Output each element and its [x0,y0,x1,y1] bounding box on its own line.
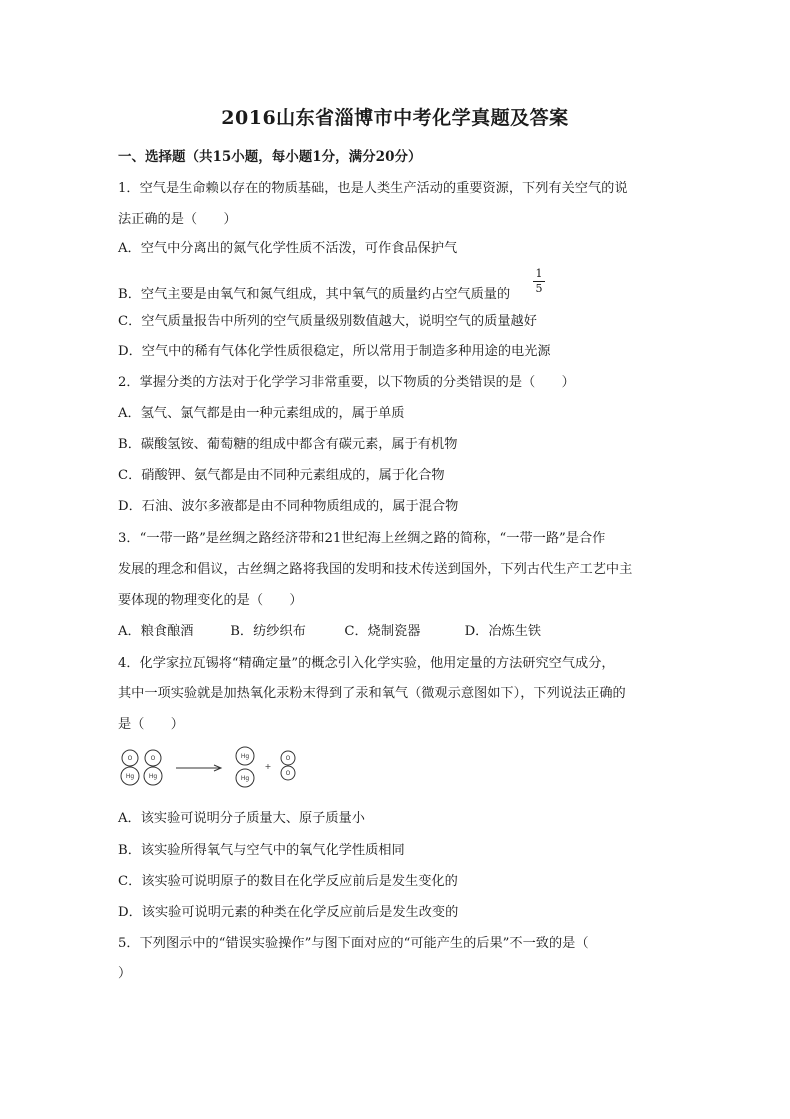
q2-option-c: C．硝酸钾、氨气都是由不同种元素组成的，属于化合物 [118,468,445,483]
q3-stem-line2: 发展的理念和倡议，古丝绸之路将我国的发明和技术传送到国外，下列古代生产工艺中主 [118,562,633,577]
q2-option-b: B．碳酸氢铵、葡萄糖的组成中都含有碳元素，属于有机物 [118,437,458,452]
q3-option-d: D．冶炼生铁 [464,624,542,639]
q3-option-a: A．粮食酿酒 [118,624,194,639]
q3-stem-line3: 要体现的物理变化的是（ ） [118,593,303,608]
q1-fraction [533,268,545,295]
q3-options [118,623,541,641]
atom-label: O [285,770,291,777]
plus-sign: + [264,762,272,771]
q1-option-b: B．空气主要是由氧气和氮气组成，其中氧气的质量约占空气质量的 [118,287,511,302]
reaction-diagram [118,746,318,796]
q5-stem-line1: 5．下列图示中的“错误实验操作”与图下面对应的“可能产生的后果”不一致的是（ [118,936,589,951]
atom-label: O [285,755,291,762]
q1-option-a: A．空气中分离出的氮气化学性质不活泼，可作食品保护气 [118,241,458,256]
q2-option-a: A．氢气、氯气都是由一种元素组成的，属于单质 [118,406,405,421]
q4-stem-line1: 4．化学家拉瓦锡将“精确定量”的概念引入化学实验，他用定量的方法研究空气成分， [118,656,615,671]
q1-option-d: D．空气中的稀有气体化学性质很稳定，所以常用于制造多种用途的电光源 [118,344,551,359]
q4-option-a: A．该实验可说明分子质量大、原子质量小 [118,811,365,826]
q4-option-b: B．该实验所得氧气与空气中的氧气化学性质相同 [118,843,405,858]
q2-option-d: D．石油、波尔多液都是由不同种物质组成的，属于混合物 [118,499,459,514]
q1-option-c: C．空气质量报告中所列的空气质量级别数值越大，说明空气的质量越好 [118,314,537,329]
q3-option-b: B．纺纱织布 [230,624,306,639]
atom-label: Hg [240,775,250,782]
q1-stem-line1: 1．空气是生命赖以存在的物质基础，也是人类生产活动的重要资源，下列有关空气的说 [118,181,628,196]
section-heading: 一、选择题（共15小题，每小题1分，满分20分） [118,149,422,165]
q2-stem: 2．掌握分类的方法对于化学学习非常重要，以下物质的分类错误的是（ ） [118,375,575,390]
q4-stem-line2: 其中一项实验就是加热氧化汞粉末得到了汞和氧气（微观示意图如下），下列说法正确的 [118,686,626,701]
page-title: 2016山东省淄博市中考化学真题及答案 [221,107,569,129]
atom-label: O [150,755,156,762]
q4-stem-line3: 是（ ） [118,717,184,732]
atom-label: O [127,755,133,762]
q3-stem-line1: 3．“一带一路”是丝绸之路经济带和21世纪海上丝绸之路的简称，“一带一路”是合作 [118,531,606,546]
atom-label: Hg [148,773,158,780]
q1-stem-line2: 法正确的是（ ） [118,212,237,227]
atom-label: Hg [240,753,250,760]
q5-stem-line2: ） [118,966,132,981]
fraction-numerator: 1 [535,267,543,280]
q4-option-c: C．该实验可说明原子的数目在化学反应前后是发生变化的 [118,874,458,889]
q3-option-c: C．烧制瓷器 [344,624,421,639]
atom-label: Hg [125,773,135,780]
q4-option-d: D．该实验可说明元素的种类在化学反应前后是发生改变的 [118,905,459,920]
fraction-denominator: 5 [535,282,543,295]
